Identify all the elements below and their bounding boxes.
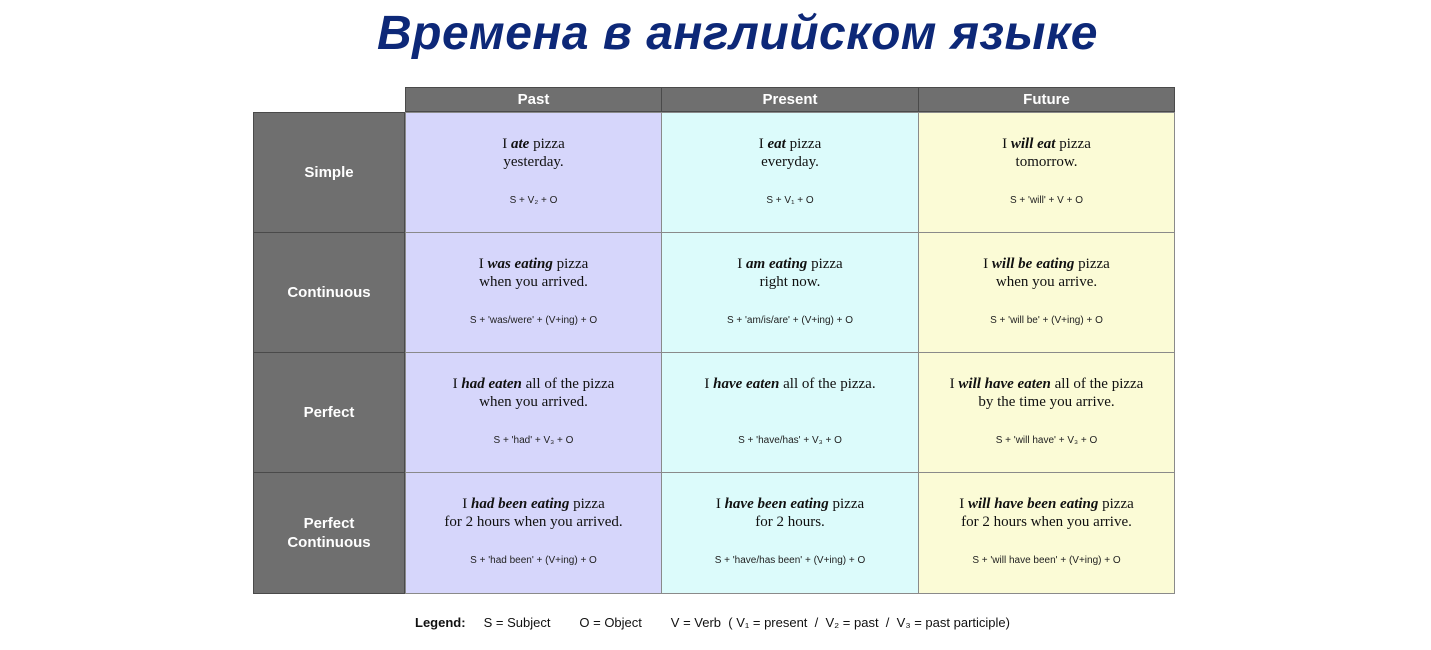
cell-perfect-continuous-past bbox=[405, 472, 662, 594]
sentence-text: yesterday. bbox=[503, 154, 564, 170]
row-label-perfect bbox=[253, 352, 405, 473]
verb-phrase: will have eaten bbox=[958, 376, 1051, 392]
example-sentence bbox=[406, 495, 661, 531]
formula: S + 'have/has been' + (V+ing) + O bbox=[714, 555, 866, 566]
sentence-text: I bbox=[949, 376, 959, 392]
sentence-text: all of the pizza bbox=[521, 376, 615, 392]
cell-perfect-continuous-present bbox=[661, 472, 919, 594]
example-sentence bbox=[662, 135, 918, 171]
formula: S + 'will have been' + (V+ing) + O bbox=[972, 555, 1121, 566]
example-sentence bbox=[406, 255, 661, 291]
sentence-text: pizza bbox=[1074, 256, 1110, 272]
verb-phrase: have been eating bbox=[724, 496, 829, 512]
formula: S + 'was/were' + (V+ing) + O bbox=[469, 315, 598, 326]
sentence-text: for 2 hours. bbox=[755, 514, 825, 530]
sentence-text: I bbox=[715, 496, 725, 512]
cell-simple-future bbox=[918, 112, 1175, 233]
sentence-text: I bbox=[959, 496, 968, 512]
sentence-text: when you arrived. bbox=[479, 394, 588, 410]
cell-perfect-continuous-future bbox=[918, 472, 1175, 594]
formula: S + 'will' + V + O bbox=[1009, 195, 1083, 206]
formula: S + V₂ + O bbox=[509, 195, 558, 206]
legend-object: O = Object bbox=[579, 615, 642, 630]
formula: S + 'had' + V₃ + O bbox=[493, 435, 574, 446]
verb-phrase: was eating bbox=[487, 256, 553, 272]
cell-perfect-future bbox=[918, 352, 1175, 473]
sentence-text: pizza bbox=[569, 496, 605, 512]
sentence-text: pizza bbox=[1098, 496, 1134, 512]
sentence-text: I bbox=[478, 256, 488, 272]
column-header-future: Future bbox=[918, 87, 1175, 112]
formula: S + 'am/is/are' + (V+ing) + O bbox=[726, 315, 854, 326]
row-label-line: Perfect bbox=[303, 515, 355, 532]
sentence-text: pizza bbox=[552, 256, 589, 272]
verb-phrase: will eat bbox=[1010, 136, 1056, 152]
verb-phrase: had been eating bbox=[471, 496, 570, 512]
sentence-text: I bbox=[502, 136, 512, 152]
example-sentence bbox=[919, 135, 1174, 171]
cell-simple-past bbox=[405, 112, 662, 233]
example-sentence bbox=[662, 255, 918, 291]
example-sentence bbox=[662, 375, 918, 393]
example-sentence bbox=[662, 495, 918, 531]
example-sentence bbox=[406, 135, 661, 171]
page-title: Времена в английском языке bbox=[377, 7, 1098, 60]
example-sentence bbox=[919, 375, 1174, 411]
verb-phrase: had eaten bbox=[461, 376, 522, 392]
row-label-continuous bbox=[253, 232, 405, 353]
row-label-simple bbox=[253, 112, 405, 233]
row-label-text bbox=[287, 514, 370, 552]
sentence-text: for 2 hours when you arrive. bbox=[961, 514, 1132, 530]
row-label-perfect-continuous bbox=[253, 472, 405, 594]
row-label-text: Perfect bbox=[303, 404, 355, 421]
cell-perfect-present bbox=[661, 352, 919, 473]
sentence-text: right now. bbox=[759, 274, 821, 290]
example-sentence bbox=[919, 255, 1174, 291]
row-label-text: Simple bbox=[304, 164, 354, 181]
sentence-text: pizza bbox=[529, 136, 565, 152]
column-header-past: Past bbox=[405, 87, 662, 112]
sentence-text: I bbox=[462, 496, 471, 512]
example-sentence bbox=[406, 375, 661, 411]
sentence-text: for 2 hours when you arrived. bbox=[444, 514, 623, 530]
sentence-text: pizza bbox=[807, 256, 843, 272]
formula: S + 'will have' + V₃ + O bbox=[995, 435, 1098, 446]
sentence-text: by the time you arrive. bbox=[978, 394, 1115, 410]
sentence-text: I bbox=[983, 256, 992, 272]
sentence-text: pizza bbox=[828, 496, 865, 512]
sentence-text: I bbox=[704, 376, 714, 392]
column-header-present: Present bbox=[661, 87, 919, 112]
verb-phrase: will be eating bbox=[991, 256, 1075, 272]
sentence-text: pizza bbox=[785, 136, 822, 152]
sentence-text: everyday. bbox=[761, 154, 819, 170]
sentence-text: when you arrive. bbox=[995, 274, 1098, 290]
formula: S + 'will be' + (V+ing) + O bbox=[990, 315, 1103, 326]
sentence-text: I bbox=[1002, 136, 1011, 152]
legend-verb: V = Verb ( V₁ = present / V₂ = past / V₃ = past participle) bbox=[670, 615, 1010, 630]
verb-phrase: will have been eating bbox=[967, 496, 1099, 512]
formula: S + 'had been' + (V+ing) + O bbox=[470, 555, 597, 566]
cell-continuous-present bbox=[661, 232, 919, 353]
sentence-text: I bbox=[452, 376, 462, 392]
sentence-text: all of the pizza. bbox=[779, 376, 876, 392]
example-sentence bbox=[919, 495, 1174, 531]
legend-subject: S = Subject bbox=[483, 615, 551, 630]
cell-continuous-past bbox=[405, 232, 662, 353]
legend bbox=[415, 615, 1010, 630]
formula: S + V₁ + O bbox=[766, 195, 814, 206]
row-label-text: Continuous bbox=[287, 284, 371, 301]
sentence-text: I bbox=[758, 136, 768, 152]
tenses-table bbox=[253, 87, 1175, 594]
cell-continuous-future bbox=[918, 232, 1175, 353]
cell-simple-present bbox=[661, 112, 919, 233]
formula: S + 'have/has' + V₃ + O bbox=[738, 435, 842, 446]
verb-phrase: have eaten bbox=[713, 376, 780, 392]
legend-label: Legend: bbox=[415, 615, 466, 630]
sentence-text: I bbox=[737, 256, 747, 272]
verb-phrase: ate bbox=[511, 136, 530, 152]
sentence-text: when you arrived. bbox=[479, 274, 588, 290]
row-label-line: Continuous bbox=[287, 534, 371, 551]
sentence-text: pizza bbox=[1055, 136, 1091, 152]
verb-phrase: am eating bbox=[746, 256, 808, 272]
verb-phrase: eat bbox=[767, 136, 786, 152]
sentence-text: all of the pizza bbox=[1050, 376, 1144, 392]
cell-perfect-past bbox=[405, 352, 662, 473]
sentence-text: tomorrow. bbox=[1015, 154, 1078, 170]
